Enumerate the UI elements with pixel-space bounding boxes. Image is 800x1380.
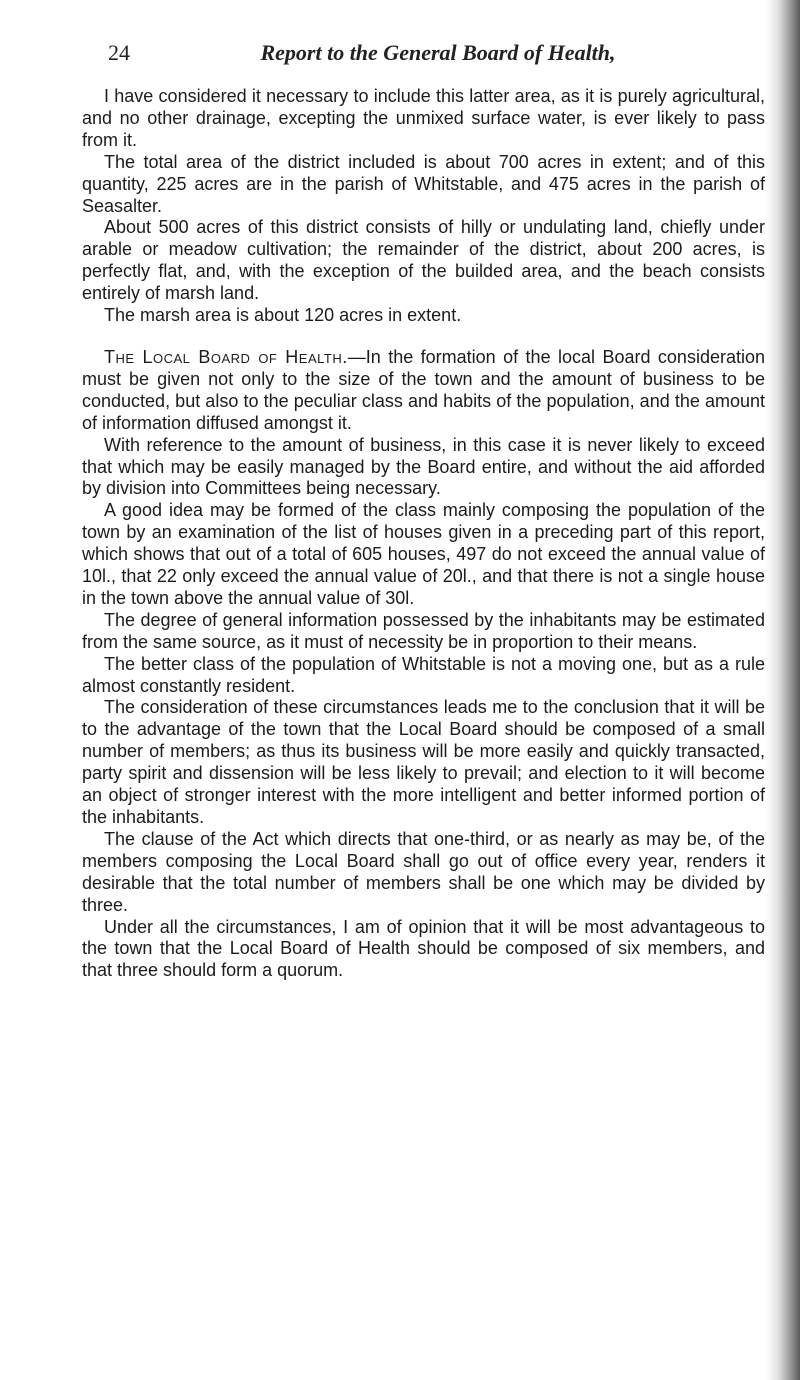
page-edge-shadow — [766, 0, 800, 1380]
section-first-paragraph — [82, 347, 765, 435]
paragraph: The total area of the district included is about 700 acres in extent; and of this quantity, 225 acres are in the parish of Whitstable, and 475 acres in the parish of Seasalter. — [82, 151, 765, 216]
paragraph: The clause of the Act which directs that one-third, or as nearly as may be, of the members composing the Local Board shall go out of office every year, renders it desirable that the total number of members shall be one which may be divided by three. — [82, 828, 765, 915]
body-text — [82, 86, 765, 982]
paragraph: The degree of general information possessed by the inhabitants may be estimated from the same source, as it must of necessity be in proportion to their means. — [82, 609, 765, 652]
paragraph: The consideration of these circumstances leads me to the conclusion that it will be to the advantage of the town that the Local Board should be composed of a small number of members; as thus its business will be more easily and quickly transacted, party spirit and dissension will be less likely to prevail; and election to it will become an object of stronger interest with the more intelligent and better informed portion of the inhabitants. — [82, 697, 765, 827]
page-header — [108, 40, 768, 70]
page-number: 24 — [108, 40, 130, 65]
running-title: Report to the General Board of Health, — [260, 40, 616, 65]
paragraph: The better class of the population of Whitstable is not a moving one, but as a rule almost constantly resident. — [82, 653, 765, 696]
section-first-paragraph-text: —In the formation of the local Board consideration must be given not only to the size of the town and the amount of business to be conducted, but also to the peculiar class and habits of the population, and the amount of information diffused amongst it. — [82, 346, 765, 433]
paragraph: I have considered it necessary to include this latter area, as it is purely agricultural, and no other drainage, excepting the unmixed surface water, is ever likely to pass from it. — [82, 86, 765, 150]
paragraph: Under all the circumstances, I am of opinion that it will be most advantageous to the town that the Local Board of Health should be composed of six members, and that three should form a quorum. — [82, 916, 765, 981]
paragraph: About 500 acres of this district consists of hilly or undulating land, chiefly under arable or meadow cultivation; the remainder of the district, about 200 acres, is perfectly flat, and, with the exception of the builded area, and the beach consists entirely of marsh land. — [82, 217, 765, 304]
section-heading: The Local Board of Health. — [104, 346, 348, 367]
paragraph: The marsh area is about 120 acres in extent. — [104, 305, 462, 326]
paragraph: With reference to the amount of business, in this case it is never likely to exceed that which may be easily managed by the Board entire, and without the aid afforded by division into Committees being necessary. — [82, 434, 765, 499]
paragraph: A good idea may be formed of the class mainly composing the population of the town by an examination of the list of houses given in a preceding part of this report, which shows that out of a total of 605 houses, 497 do not exceed the annual value of 10l., that 22 only exceed the annual value of 20l., and that there is not a single house in the town above the annual value of 30l. — [82, 500, 765, 608]
